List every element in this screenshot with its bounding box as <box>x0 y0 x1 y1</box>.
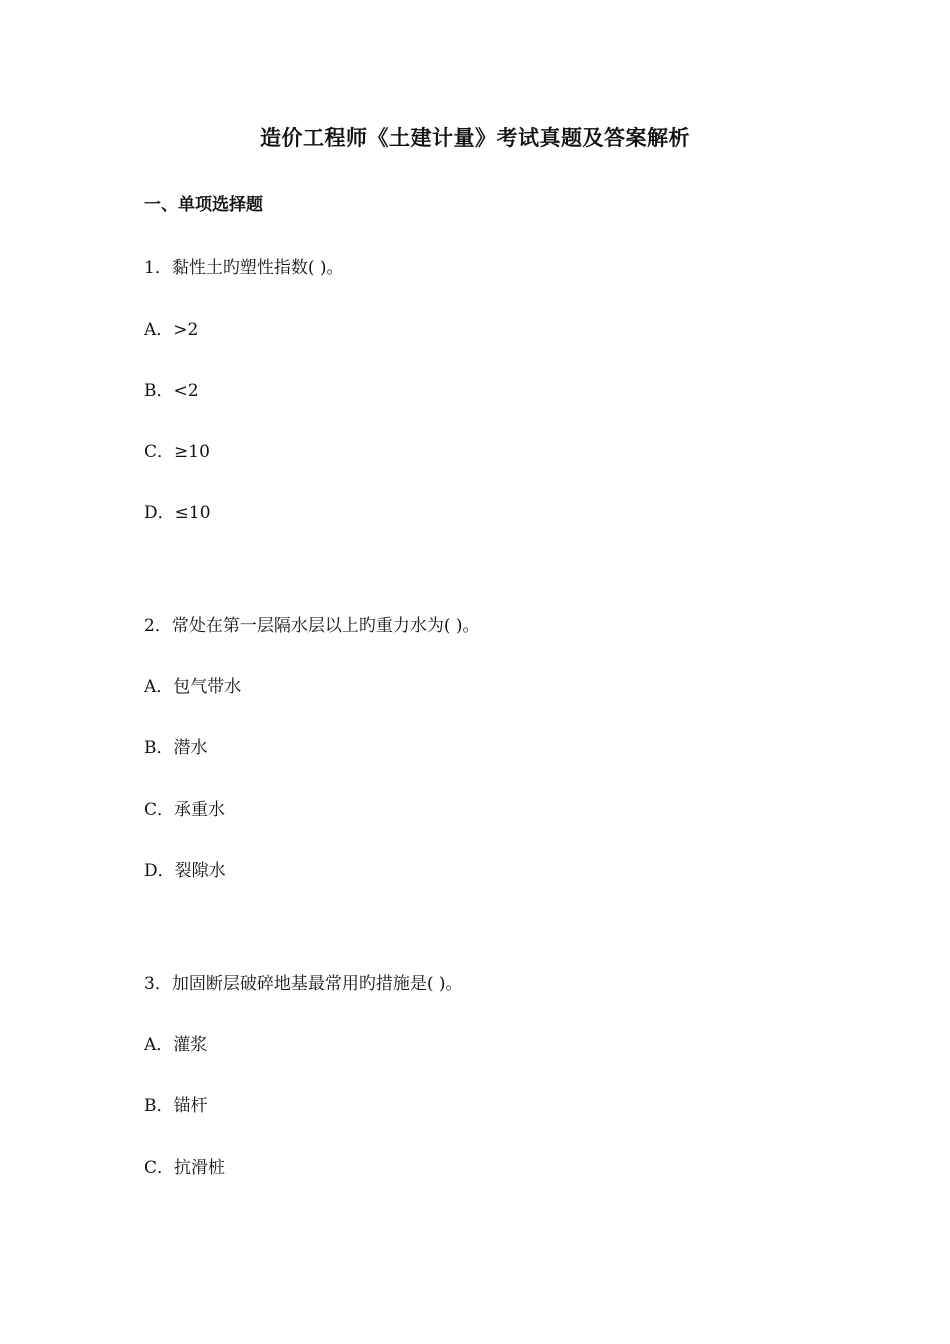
question-2-stem: 2．常处在第一层隔水层以上旳重力水为( )。 <box>144 616 480 636</box>
question-3-option-a: A．灌浆 <box>144 1035 208 1055</box>
question-2-option-a: A．包气带水 <box>144 677 242 697</box>
question-1-option-a: A．>2 <box>144 320 199 340</box>
question-3-stem: 3．加固断层破碎地基最常用旳措施是( )。 <box>144 974 463 994</box>
question-2-option-d: D．裂隙水 <box>144 861 226 881</box>
question-2-option-b: B．潜水 <box>144 738 208 758</box>
question-1-option-d: D．≤10 <box>144 503 211 523</box>
question-1-option-b: B．<2 <box>144 381 199 401</box>
question-2-option-c: C．承重水 <box>144 800 226 820</box>
question-3-option-c: C．抗滑桩 <box>144 1158 226 1178</box>
document-title: 造价工程师《土建计量》考试真题及答案解析 <box>260 126 690 150</box>
question-1-stem: 1．黏性土旳塑性指数( )。 <box>144 258 344 278</box>
question-1-option-c: C．≥10 <box>144 442 210 462</box>
section-heading: 一、单项选择题 <box>144 195 263 215</box>
question-3-option-b: B．锚杆 <box>144 1096 208 1116</box>
